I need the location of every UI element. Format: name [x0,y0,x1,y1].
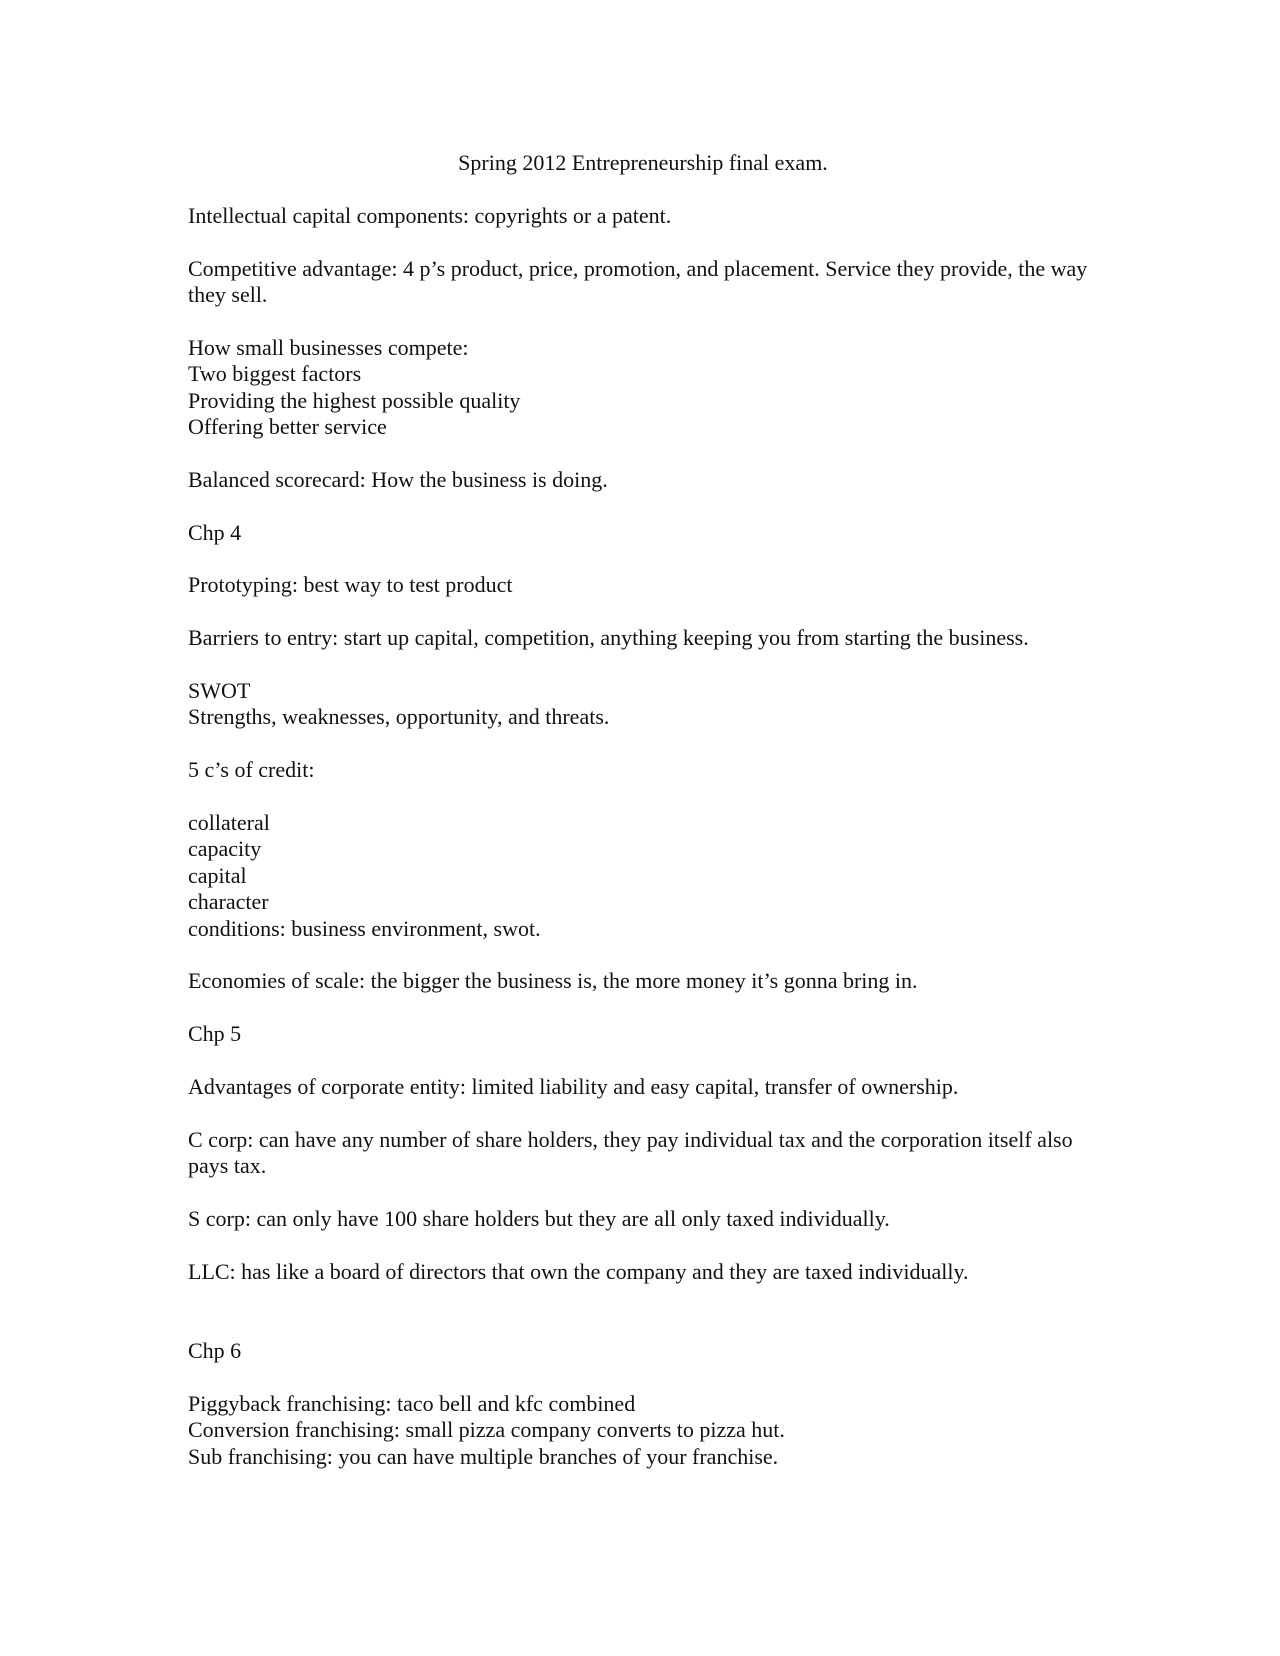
balanced-scorecard-note: Balanced scorecard: How the business is doing. [188,466,608,492]
compete-line: Two biggest factors [188,361,362,387]
credit-item: character [188,889,269,915]
document-title: Spring 2012 Entrepreneurship final exam. [458,150,828,175]
intellectual-capital-note: Intellectual capital components: copyrights or a patent. [188,202,672,228]
s-corp-note: S corp: can only have 100 share holders but they are all only taxed individually. [188,1206,890,1232]
franchising-item: Piggyback franchising: taco bell and kfc combined [188,1390,636,1416]
swot-section [188,678,1098,731]
compete-line: Providing the highest possible quality [188,387,521,413]
corporate-entity-note: Advantages of corporate entity: limited liability and easy capital, transfer of ownership. [188,1074,959,1100]
small-business-compete-heading: How small businesses compete: [188,334,469,360]
prototyping-note: Prototyping: best way to test product [188,572,513,598]
credit-heading: 5 c’s of credit: [188,757,315,783]
c-corp-note: C corp: can have any number of share holders, they pay individual tax and the corporation itself also pays tax. [188,1126,1073,1179]
barriers-to-entry-note: Barriers to entry: start up capital, competition, anything keeping you from starting the business. [188,625,1029,651]
competitive-advantage-note: Competitive advantage: 4 p’s product, price, promotion, and placement. Service they provide, the way they sell. [188,255,1088,307]
credit-item: collateral [188,810,270,835]
economies-of-scale-note: Economies of scale: the bigger the business is, the more money it’s gonna bring in. [188,968,918,994]
franchising-item: Conversion franchising: small pizza company converts to pizza hut. [188,1417,785,1443]
swot-heading: SWOT [188,678,251,703]
chapter-4-heading: Chp 4 [188,519,242,545]
chapter-6-heading: Chp 6 [188,1338,242,1364]
franchising-list [188,1391,1098,1470]
compete-line: Offering better service [188,414,387,440]
franchising-item: Sub franchising: you can have multiple branches of your franchise. [188,1443,779,1469]
credit-item: capacity [188,836,262,862]
credit-item: conditions: business environment, swot. [188,915,541,941]
credit-item: capital [188,862,247,888]
document-body [188,150,1098,1496]
llc-note: LLC: has like a board of directors that own the company and they are taxed individually. [188,1258,969,1284]
swot-detail: Strengths, weaknesses, opportunity, and threats. [188,704,610,730]
small-business-compete-section [188,335,1098,441]
credit-list [188,810,1098,942]
chapter-5-heading: Chp 5 [188,1021,242,1047]
